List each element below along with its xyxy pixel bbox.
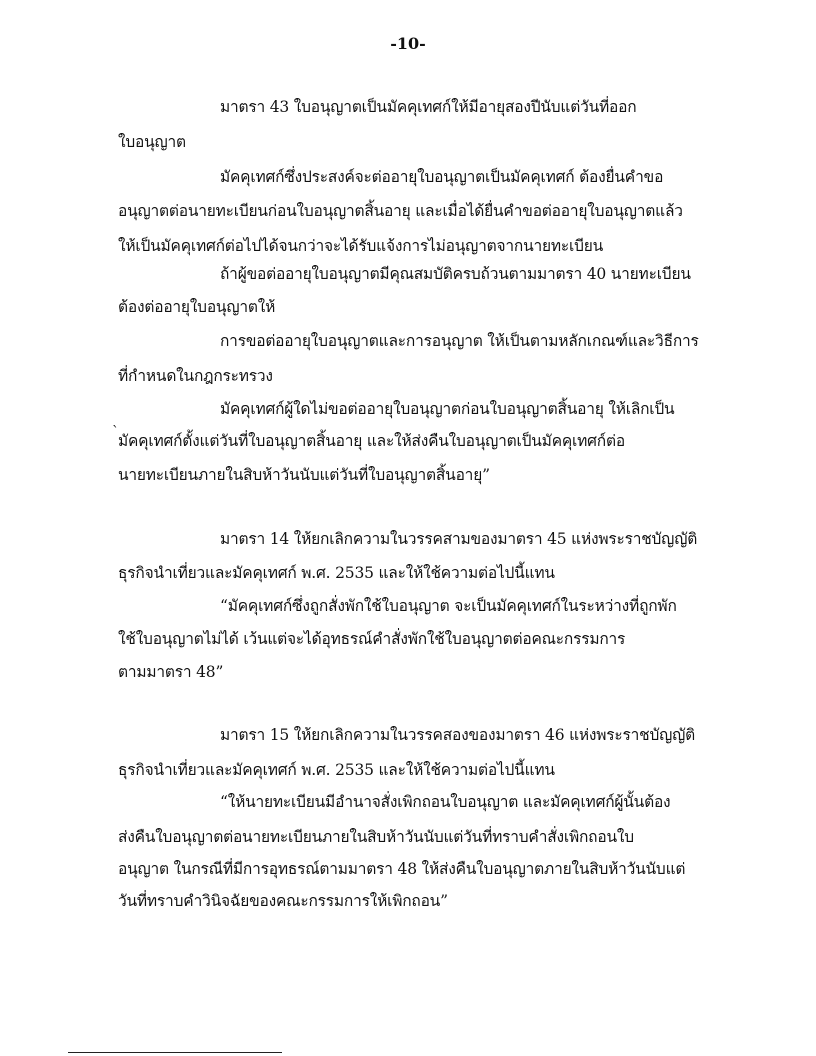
paragraph-line: ส่งคืนใบอนุญาตต่อนายทะเบียนภายในสิบห้าวันนับแต่วันที่ทราบคำสั่งเพิกถอนใบ bbox=[118, 828, 634, 846]
paragraph-line: ธุรกิจนำเที่ยวและมัคคุเทศก์ พ.ศ. 2535 และให้ใช้ความต่อไปนี้แทน bbox=[118, 761, 555, 779]
paragraph-line: อนุญาตต่อนายทะเบียนก่อนใบอนุญาตสิ้นอายุ และเมื่อได้ยื่นคำขอต่ออายุใบอนุญาตแล้ว bbox=[118, 202, 683, 220]
paragraph-line: ให้เป็นมัคคุเทศก์ต่อไปได้จนกว่าจะได้รับแจ้งการไม่อนุญาตจากนายทะเบียน bbox=[118, 237, 604, 255]
paragraph-line: มาตรา 15 ให้ยกเลิกความในวรรคสองของมาตรา 46 แห่งพระราชบัญญัติ bbox=[220, 726, 696, 744]
paragraph-line: ถ้าผู้ขอต่ออายุใบอนุญาตมีคุณสมบัติครบถ้วนตามมาตรา 40 นายทะเบียน bbox=[220, 265, 691, 283]
paragraph-line: มัคคุเทศก์ซึ่งประสงค์จะต่ออายุใบอนุญาตเป็นมัคคุเทศก์ ต้องยื่นคำขอ bbox=[220, 168, 664, 186]
paragraph-line: ต้องต่ออายุใบอนุญาตให้ bbox=[118, 298, 276, 316]
scan-mark: ˋ bbox=[112, 424, 119, 440]
paragraph-line: มัคคุเทศก์ผู้ใดไม่ขอต่ออายุใบอนุญาตก่อนใบอนุญาตสิ้นอายุ ให้เลิกเป็น bbox=[220, 400, 675, 418]
paragraph-line: มาตรา 43 ใบอนุญาตเป็นมัคคุเทศก์ให้มีอายุสองปีนับแต่วันที่ออก bbox=[220, 98, 637, 116]
paragraph-line: ที่กำหนดในกฎกระทรวง bbox=[118, 367, 273, 385]
paragraph-line: การขอต่ออายุใบอนุญาตและการอนุญาต ให้เป็นตามหลักเกณฑ์และวิธีการ bbox=[220, 332, 699, 350]
paragraph-line: “มัคคุเทศก์ซึ่งถูกสั่งพักใช้ใบอนุญาต จะเป็นมัคคุเทศก์ในระหว่างที่ถูกพัก bbox=[220, 597, 677, 615]
paragraph-line: นายทะเบียนภายในสิบห้าวันนับแต่วันที่ใบอนุญาตสิ้นอายุ” bbox=[118, 466, 490, 484]
footnote-rule bbox=[68, 1052, 282, 1053]
paragraph-line: มัคคุเทศก์ตั้งแต่วันที่ใบอนุญาตสิ้นอายุ และให้ส่งคืนใบอนุญาตเป็นมัคคุเทศก์ต่อ bbox=[118, 432, 625, 450]
paragraph-line: วันที่ทราบคำวินิจฉัยของคณะกรรมการให้เพิกถอน” bbox=[118, 892, 448, 910]
paragraph-line: ใช้ใบอนุญาตไม่ได้ เว้นแต่จะได้อุทธรณ์คำสั่งพักใช้ใบอนุญาตต่อคณะกรรมการ bbox=[118, 630, 626, 648]
paragraph-line: ธุรกิจนำเที่ยวและมัคคุเทศก์ พ.ศ. 2535 และให้ใช้ความต่อไปนี้แทน bbox=[118, 564, 555, 582]
paragraph-line: อนุญาต ในกรณีที่มีการอุทธรณ์ตามมาตรา 48 ให้ส่งคืนใบอนุญาตภายในสิบห้าวันนับแต่ bbox=[118, 860, 686, 878]
page-number: -10- bbox=[390, 34, 426, 53]
paragraph-line: “ให้นายทะเบียนมีอำนาจสั่งเพิกถอนใบอนุญาต และมัคคุเทศก์ผู้นั้นต้อง bbox=[220, 793, 671, 811]
paragraph-line: มาตรา 14 ให้ยกเลิกความในวรรคสามของมาตรา 45 แห่งพระราชบัญญัติ bbox=[220, 530, 698, 548]
paragraph-line: ตามมาตรา 48” bbox=[118, 663, 224, 681]
paragraph-line: ใบอนุญาต bbox=[118, 133, 186, 151]
